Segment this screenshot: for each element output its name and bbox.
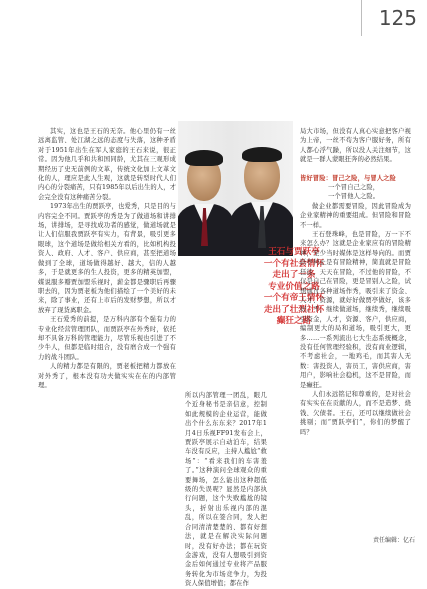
paragraph: 王石登珠峰，也是冒险，万一下不来怎么办？这就是企业家应有的冒险精神，至少当时媒体是这样导向的。而贾跃亭何止是有冒险精神，简直就是冒险狂徒，天天在冒险，不过他的冒险，不仅是自己在冒险，更是冒别人之险，试想通过各种道场作秀，吸引来了资金、人才、资源，就好好做贾亭做好，该多好。不，继续做道场，继续秀，继续吸引资金，人才，资源、客户，供应商，编制更大的局和道场，吸引更大，更多……一系列流出七大生态系统概念，没有任何管理经验积，没有商业逻辑，不考虑社会，一地鸡毛，而其害人无数：害投资人，害员工，害供应商，害用户，影响社会稳机，这不是冒险，而是癫狂。 bbox=[300, 231, 411, 389]
paragraph: 王石爱秀的前提，是万科内部有个强有力的专业化经营管理团队，而贾跃亭在外秀时，依托却不具备万科的管理能力，尽管乐视也引进了不少牛人，但都是临时组合，没有磨合成一个强有力的战斗团队。 bbox=[38, 316, 176, 361]
person-left bbox=[178, 121, 234, 256]
paragraph: 人们永远铭记和尊重的，是对社会有实实在在贡献的人，而不是造梦、烧钱、欠债者。王石，还可以继续做社会挑剔；而“贾跃亭们”，你们的梦醒了吗？ bbox=[300, 390, 411, 436]
middle-column bbox=[185, 391, 267, 589]
paragraph: 1973年出生的贾跃亭，也爱秀，只是目的与内容完全不同。贾跃亭的秀是为了做道场和讲排场，讲排场，是寻找成功者的感觉，做道场就是让人们信服我贾跃亭有实力，有背景，吸引更多眼球，这个道场是做给相关方看的，比如机构投资人、政府、人才、客户、供应商，甚至把道场做到了全球，道场做得越好、越大，信的人越多，于是就更多的生人投资，更多的精英加盟，媒说服多瓣贾加盟乐视时，薪金都是骤职后再骤职去的，因为贾老板为他们描绘了一个美好的未来，除了事业，还有上市后的发财梦想，所以才放弃了现货离职金。 bbox=[38, 203, 176, 314]
paragraph: 做企业都需要冒险，因此冒险成为企业家精神的重要组成。但冒险和冒险不一样。 bbox=[300, 202, 411, 229]
paragraph: 其实，这也是王石的无奈。他心里仍有一丝远离监管、处江湖之远的态度与失落，这种矛盾对于1951年出生在军人家庭的王石来说，很正常。因为他几乎和共和国同龄，尤其在三观形成期经历了史无前例的文革，传统文化加上文革文化的人，理应是此人生观，这就是转型时代人们内心的分裂痛苦，只有1985年以后出生的人，才会完全没有这种痛苦分裂。 bbox=[38, 128, 176, 201]
paragraph: 一个冒自己之险， bbox=[328, 184, 380, 192]
paragraph: 一个冒他人之险。 bbox=[328, 193, 380, 201]
paragraph: 人的精力都是有限的，贾老板把精力都放在对外秀了，根本没有功夫做实实在在的内部管理。 bbox=[38, 363, 176, 389]
paragraph: 所以内部管理一团乱，眼几个近身秘书是亲信意，控制如此规模的企业运营，能做出个什么东东来？2017年1月4日乐视FF91发布会上，贾跃亭展示自动泊车，结果车没有反应，主持人尴尬“救场”：“看来我们的车害羞了。”这种演问全球观众的重要舞场，怎么能出这种超低级的失误呢？显然是内部执行问题，这个失败尴尬的镜头，折射出乐视内部的混乱，所以在签合同，发人把合同清清楚楚的、都有好想法，就是在解决实际问题时，没有好办法；都在玩资金游戏，没有人想吸引到资金后如何通过专业将产品服务转化为市场竞争力，为投资人保值增值；都在作 bbox=[185, 392, 267, 588]
pull-quote-line: 走出了壮烈社怀 bbox=[263, 304, 325, 315]
pull-quote-line: 王石与贾跃亭 bbox=[268, 247, 320, 257]
section-heading: 皆好冒险：冒己之险，与冒人之险 bbox=[300, 174, 396, 182]
portrait-photo bbox=[178, 121, 293, 256]
pull-quote-line: 一个有帝王情怀 bbox=[263, 293, 325, 303]
pull-quote-line: 癫狂之路 bbox=[276, 316, 312, 326]
left-column bbox=[38, 127, 176, 390]
pull-quote-line: 走出了一条 bbox=[272, 270, 316, 280]
pull-quote-line: 一个有社会情怀 bbox=[263, 258, 325, 269]
header-divider bbox=[361, 0, 362, 36]
pull-quote-line: 专业价值之路 bbox=[268, 281, 320, 292]
paragraph: 局大市场，但没有人真心实意把客户视为上帝，一丝不苟为客户服好务，所有人都心浮气躁，所以没人关注细节，这就是一群人蒙眼狂奔的必然结果。 bbox=[300, 128, 411, 164]
page-number: 125 bbox=[378, 6, 417, 30]
person-right bbox=[230, 121, 293, 256]
right-column bbox=[300, 127, 411, 437]
editor-credit: 责任编辑：亿石 bbox=[372, 537, 415, 544]
